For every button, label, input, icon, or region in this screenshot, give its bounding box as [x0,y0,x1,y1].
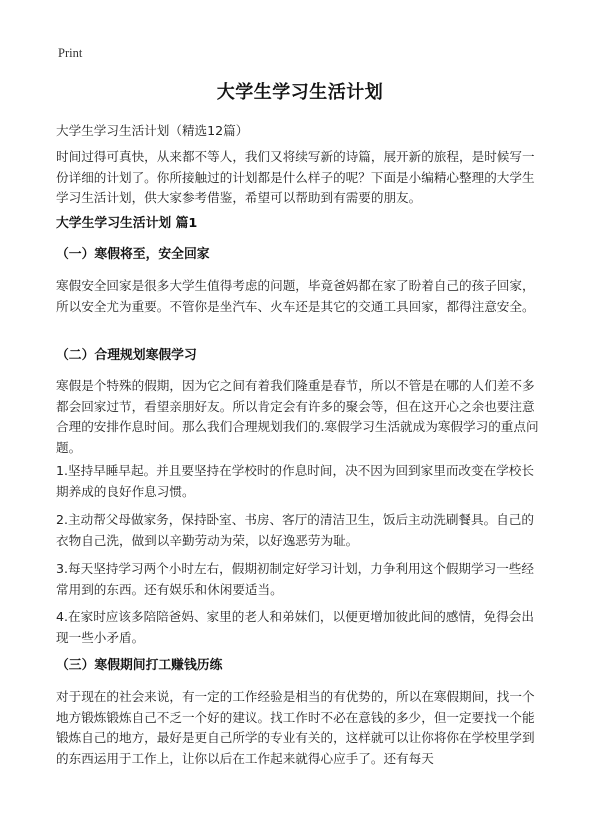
paragraph-study-plan: 寒假是个特殊的假期，因为它之间有着我们隆重是春节，所以不管是在哪的人们差不多都会回家过节，看望亲朋好友。所以肯定会有许多的聚会等，但在这开心之余也要注意合理的安排作息时间。那么我们合理规划我们的.寒假学习生活就成为寒假学习的重点问题。 [56,378,539,455]
list-item-3: 3.每天坚持学习两个小时左右，假期初制定好学习计划，力争利用这个假期学习一些经常用到的东西。还有娱乐和休闲要适当。 [56,561,534,597]
print-label[interactable]: Print [58,46,83,60]
paragraph-safety: 寒假安全回家是很多大学生值得考虑的问题，毕竟爸妈都在家了盼着自己的孩子回家，所以安全尤为重要。不管你是坐汽车、火车还是其它的交通工具回家，都得注意安全。 [56,278,535,314]
page-title: 大学生学习生活计划 [216,82,384,103]
article-heading: 大学生学习生活计划 篇1 [56,216,198,231]
list-item-2: 2.主动帮父母做家务，保持卧室、书房、客厅的清洁卫生，饭后主动洗刷餐具。自己的衣物自己洗，做到以辛勤劳动为荣，以好逸恶劳为耻。 [56,512,534,548]
list-item-1: 1.坚持早睡早起。并且要坚持在学校时的作息时间，决不因为回到家里而改变在学校长期养成的良好作息习惯。 [56,463,534,499]
section-heading-1: （一）寒假将至，安全回家 [56,247,210,262]
intro-paragraph: 时间过得可真快，从来都不等人，我们又将续写新的诗篇，展开新的旅程，是时候写一份详细的计划了。你所接触过的计划都是什么样子的呢？下面是小编精心整理的大学生学习生活计划，供大家参考借鉴，希望可以帮助到有需要的朋友。 [56,149,535,205]
section-heading-2: （二）合理规划寒假学习 [56,348,197,363]
list-item-4: 4.在家时应该多陪陪爸妈、家里的老人和弟妹们，以便更增加彼此间的感情，免得会出现一些小矛盾。 [56,609,534,645]
paragraph-work: 对于现在的社会来说，有一定的工作经验是相当的有优势的，所以在寒假期间，找一个地方锻炼锻炼自己不乏一个好的建议。找工作时不必在意钱的多少，但一定要找一个能锻炼自己的地方，最好是更自己所学的专业有关的，这样就可以让你将你在学校里学到的东西运用于工作上，让你以后在工作起来就得心应手了。还有每天 [56,689,535,766]
subtitle: 大学生学习生活计划（精选12篇） [56,123,249,138]
section-heading-3: （三）寒假期间打工赚钱历练 [56,658,223,673]
